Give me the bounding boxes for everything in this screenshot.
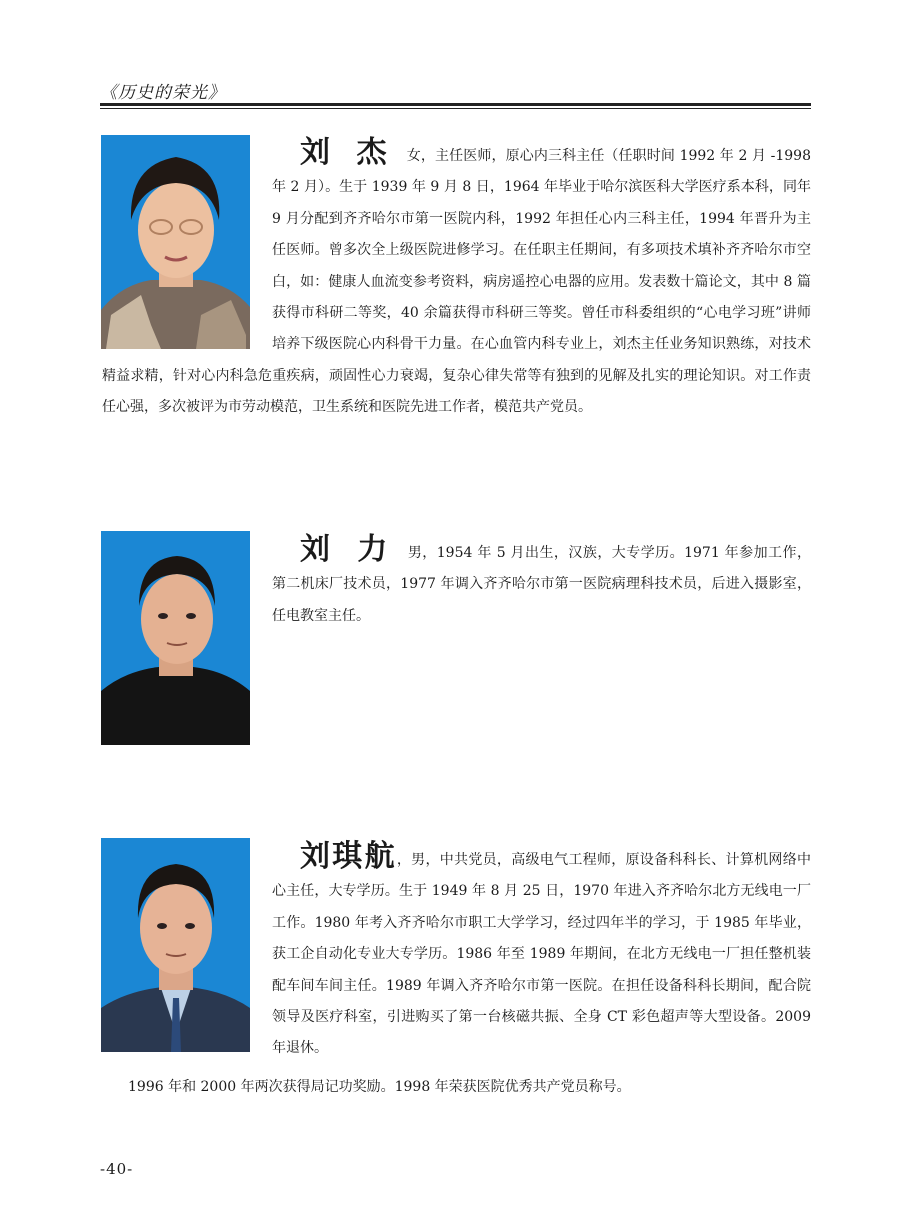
bio-text: ，男，中共党员，高级电气工程师，原设备科科长、计算机网络中心主任，大专学历。生于 1949 年 8 月 25 日，1970 年进入齐齐哈尔北方无线电一厂工作。1980 年考入齐齐哈尔市职工大学学习，经过四年半的学习，于 1985 年毕业，获工企自动化专业大专学历。1986 年至 1989 年期间，在北方无线电一厂担任整机装配车间车间主任。1989 年调入齐齐哈尔市第一医院。在担任设备科科长期间，配合院领导及医疗科室，引进购买了第一台核磁共振、全身 CT 彩色超声等大型设备。2009 年退休。 [272, 852, 812, 1057]
bio-text: 男，1954 年 5 月出生，汉族，大专学历。1971 年参加工作，第二机床厂技术员，1977 年调入齐齐哈尔市第一医院病理科技术员，后进入摄影室，任电教室主任。 [272, 545, 811, 624]
header-title: 《历史的荣光》 [100, 83, 226, 103]
person-name: 刘 杰 [300, 135, 395, 170]
page-number: -40- [100, 1160, 134, 1178]
person-name: 刘 力 [300, 532, 396, 567]
profile-liu-jie [102, 137, 811, 424]
profile-liu-qihang [102, 841, 811, 1065]
bio-text: 女，主任医师，原心内三科主任（任职时间 1992 年 2 月 -1998 年 2 月）。生于 1939 年 9 月 8 日，1964 年毕业于哈尔滨医科大学医疗系本科，同年 9 月分配到齐齐哈尔市第一医院内科，1992 年担任心内三科主任，1994 年晋升为主任医师。曾多次全上级医院进修学习。在任职主任期间，有多项技术填补齐齐哈尔市空白，如：健康人血流变参考资料，病房遥控心电器的应用。发表数十篇论文，其中 8 篇获得市科研二等奖，40 余篇获得市科研三等奖。曾任市科委组织的“心电学习班”讲师培养下级医院心内科骨干力量。在心血管内科专业上，刘杰主任业务知识熟练，对技术精益求精，针对心内科急危重疾病，顽固性心力衰竭，复杂心律失常等有独到的见解及扎实的理论知识。对工作责任心强，多次被评为市劳动模范，卫生系统和医院先进工作者，模范共产党员。 [102, 148, 811, 416]
profile-liu-li [102, 534, 811, 754]
header-rule-thin [100, 108, 811, 109]
person-name: 刘琪航 [300, 839, 397, 874]
header-rule [100, 103, 811, 106]
bio-extra-text: 1996 年和 2000 年两次获得局记功奖励。1998 年荣获医院优秀共产党员称号。 [128, 1079, 631, 1095]
